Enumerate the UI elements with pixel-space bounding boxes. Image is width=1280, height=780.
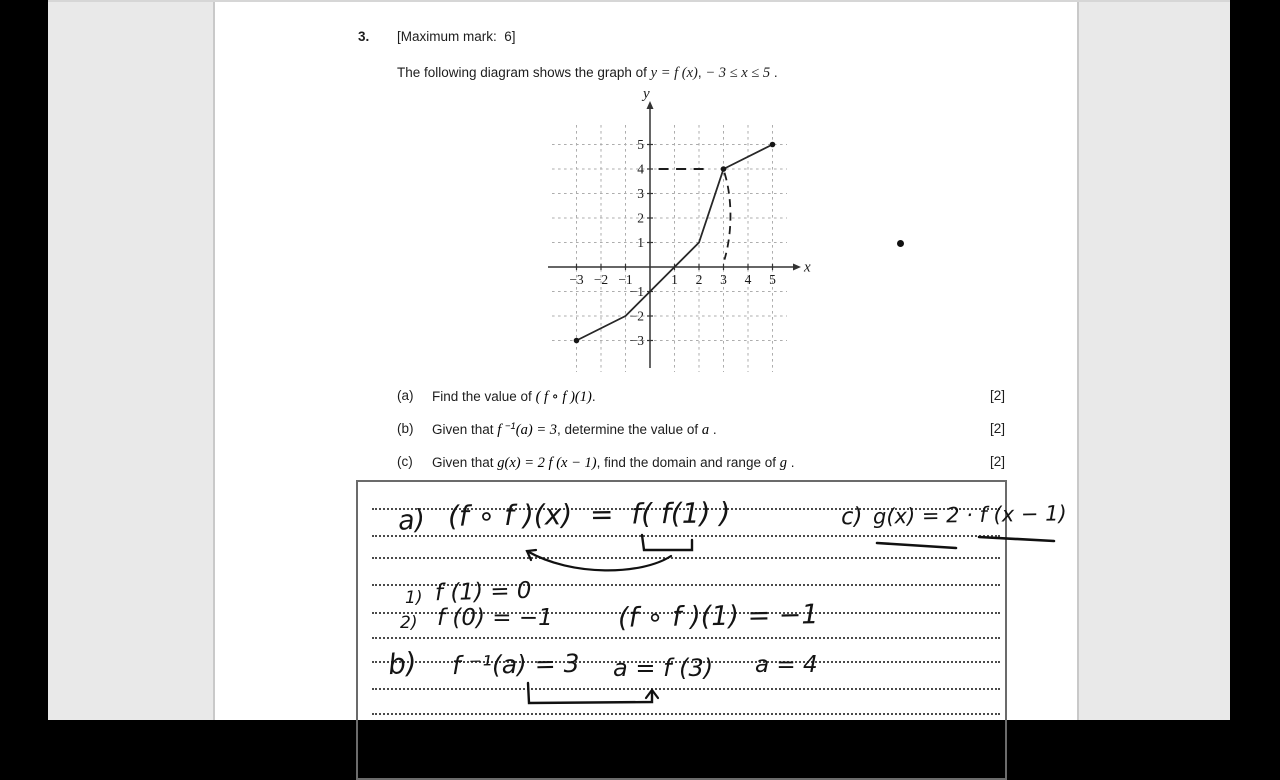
hand-dashed-vertical-x3 xyxy=(724,173,730,260)
hand-step1-expression: f (1) = 0 xyxy=(434,577,532,607)
hand-part-b-expression: f ⁻¹(a) = 3 xyxy=(451,648,580,681)
y-tick-label: −1 xyxy=(629,284,644,299)
question-number: 3. xyxy=(358,29,370,44)
part-mark: [2] xyxy=(990,421,1006,436)
viewer-top-edge xyxy=(48,0,1230,2)
math-segment: − 3 ≤ x ≤ 5 xyxy=(705,65,771,81)
part-text xyxy=(432,388,596,406)
hand-part-c-expression: g(x) = 2 · f (x − 1) xyxy=(872,501,1067,529)
math-segment: g(x) = 2 f (x − 1) xyxy=(497,455,597,471)
hand-part-b-step2: a = f (3) xyxy=(613,654,714,682)
math-segment: y = f (x) xyxy=(650,65,698,81)
part-mark: [2] xyxy=(990,454,1006,469)
x-tick-label: −2 xyxy=(593,272,609,287)
hand-step2-expression: f (0) = −1 xyxy=(437,605,553,631)
question-intro xyxy=(397,65,778,82)
ruled-dotted-line xyxy=(372,637,1000,639)
text-segment: Find the value of xyxy=(432,389,536,404)
x-tick-label: 3 xyxy=(720,272,727,287)
x-tick-label: −3 xyxy=(569,272,584,287)
math-segment: g xyxy=(779,455,787,471)
text-segment: , find the domain and range of xyxy=(596,455,780,470)
hand-part-a-label: a) xyxy=(396,504,427,537)
math-segment: (a) = 3 xyxy=(515,422,557,438)
hand-step1-label: 1) xyxy=(405,588,423,608)
hand-part-a-expression: (f ∘ f )(x) = f( f(1) ) xyxy=(447,496,731,533)
text-segment: . xyxy=(770,65,778,80)
hand-step2-result: (f ∘ f )(1) = −1 xyxy=(617,599,819,634)
y-tick-label: 2 xyxy=(637,210,644,226)
stray-ink-dot xyxy=(897,240,904,247)
ruled-dotted-line xyxy=(372,713,1000,715)
hand-part-c-label: c) xyxy=(840,503,864,531)
y-tick-label: −3 xyxy=(629,333,644,348)
part-label: (b) xyxy=(397,421,414,436)
text-segment: . xyxy=(786,455,795,470)
ruled-dotted-line xyxy=(372,557,1000,559)
text-segment: , determine the value of xyxy=(557,422,702,437)
part-text xyxy=(432,421,717,439)
video-letterbox-left xyxy=(0,0,48,720)
x-tick-label: 1 xyxy=(671,272,678,287)
y-tick-label: 1 xyxy=(637,235,644,250)
text-segment: The following diagram shows the graph of xyxy=(397,65,651,80)
y-tick-label: −2 xyxy=(629,308,644,324)
math-segment: ( f ∘ f )(1) xyxy=(535,389,592,405)
part-label: (c) xyxy=(397,454,413,469)
ruled-dotted-line xyxy=(372,535,1000,537)
hand-step2-label: 2) xyxy=(400,613,418,633)
curve-endpoint-dot xyxy=(721,166,727,172)
page-margin-right xyxy=(1077,0,1230,720)
max-mark-label: [Maximum mark: 6] xyxy=(397,29,516,44)
y-tick-label: 3 xyxy=(637,186,644,201)
hand-part-b-answer: a = 4 xyxy=(755,652,818,678)
text-segment: Given that xyxy=(432,422,498,437)
video-letterbox-right xyxy=(1230,0,1280,720)
text-segment: , xyxy=(697,65,706,80)
part-text xyxy=(432,454,795,472)
x-tick-label: 2 xyxy=(695,272,703,287)
text-segment: . xyxy=(591,389,596,404)
y-tick-label: 4 xyxy=(637,161,644,177)
part-mark: [2] xyxy=(990,388,1006,403)
x-axis-label: x xyxy=(804,259,811,276)
ruled-dotted-line xyxy=(372,688,1000,690)
curve-endpoint-dot xyxy=(574,338,580,344)
math-segment: −1 xyxy=(504,421,516,432)
function-graph xyxy=(540,85,820,385)
text-segment: Given that xyxy=(432,455,498,470)
math-segment: f xyxy=(497,422,505,438)
x-tick-label: 4 xyxy=(744,272,752,287)
page-margin-left xyxy=(48,0,215,720)
part-label: (a) xyxy=(397,388,414,403)
math-segment: a xyxy=(701,422,710,438)
x-tick-label: 5 xyxy=(769,272,776,287)
x-axis-arrow xyxy=(793,264,801,271)
y-axis-arrow xyxy=(647,101,654,109)
hand-part-b-label: b) xyxy=(386,645,419,682)
y-axis-label: y xyxy=(643,86,650,102)
text-segment: . xyxy=(709,422,717,437)
curve-endpoint-dot xyxy=(770,142,776,148)
x-tick-label: −1 xyxy=(618,272,633,287)
y-tick-label: 5 xyxy=(637,137,644,152)
